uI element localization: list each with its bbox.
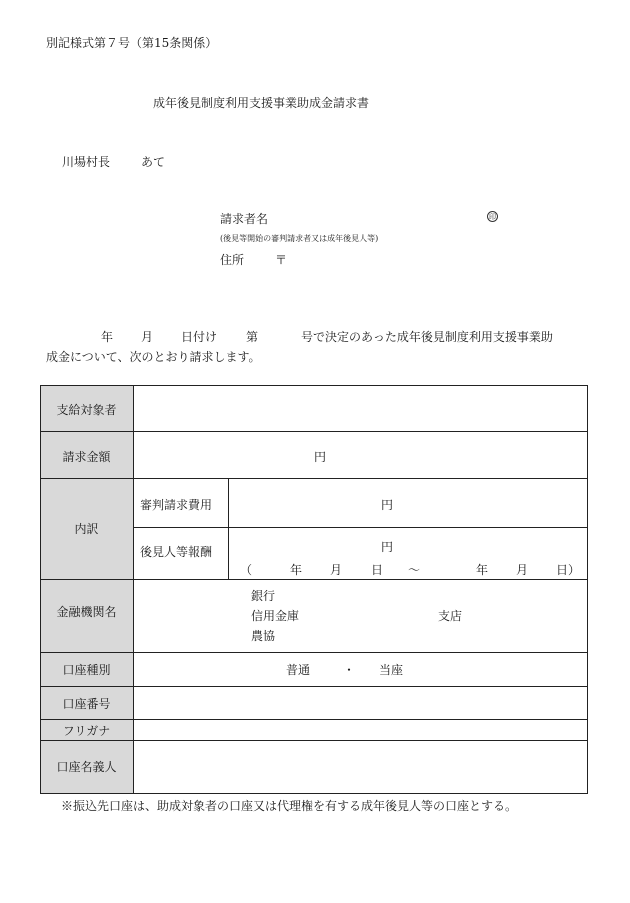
document-title: 成年後見制度利用支援事業助成金請求書 [153,96,370,110]
period-open: （ [240,563,253,577]
breakdown-label: 内訳 [74,522,99,536]
guardian-fee-yen: 円 [381,540,394,554]
account-number-field[interactable] [134,687,587,719]
account-type-current[interactable]: 当座 [379,663,404,677]
account-holder-label: 口座名義人 [56,760,117,774]
period-tilde: ～ [408,563,421,577]
period-start-day: 日 [371,563,384,577]
period-start-month: 月 [330,563,343,577]
petition-fee-yen: 円 [381,498,394,512]
period-end-month: 月 [516,563,529,577]
period-end-year: 年 [476,563,489,577]
period-end-day: 日） [556,563,581,577]
branch-label: 支店 [438,609,463,623]
bank-type-bank: 銀行 [251,589,276,603]
petition-fee-field[interactable] [229,479,587,527]
amount-field[interactable] [134,432,587,478]
claimant-address-label: 住所 [220,253,245,267]
claim-form-table [40,385,588,794]
recipient-label: 支給対象者 [56,403,117,417]
form-number: 別記様式第７号（第15条関係） [46,36,218,50]
amount-label: 請求金額 [62,450,111,464]
account-type-regular[interactable]: 普通 [286,663,311,677]
bank-type-agri-coop: 農協 [251,629,276,643]
guardian-fee-label: 後見人等報酬 [140,545,213,559]
body-line2: 成金について、次のとおり請求します。 [46,350,261,364]
bank-type-credit-union: 信用金庫 [251,609,300,623]
body-line1-rest: 号で決定のあった成年後見制度利用支援事業助 [301,330,553,344]
footnote: ※振込先口座は、助成対象者の口座又は代理権を有する成年後見人等の口座とする。 [61,799,518,813]
bank-field[interactable] [134,580,587,652]
addressee-name: 川場村長 [62,155,111,169]
account-type-dot: ・ [343,663,356,677]
body-year: 年 [101,330,114,344]
body-date: 日付け [181,330,218,344]
postal-mark: 〒 [275,253,288,267]
claimant-name-label: 請求者名 [220,212,269,226]
account-type-field[interactable] [134,653,587,686]
amount-yen: 円 [314,450,327,464]
account-holder-field[interactable] [134,741,587,793]
body-month: 月 [141,330,154,344]
recipient-field[interactable] [134,386,587,431]
claimant-note: (後見等開始の審判請求者又は成年後見人等) [220,234,379,243]
period-start-year: 年 [290,563,303,577]
petition-fee-label: 審判請求費用 [140,498,213,512]
addressee-suffix: あて [141,155,166,169]
seal-mark: 印 [489,213,496,221]
account-number-label: 口座番号 [62,697,111,711]
furigana-label: フリガナ [62,724,111,738]
body-no-prefix: 第 [246,330,259,344]
bank-label: 金融機関名 [56,605,117,619]
furigana-field[interactable] [134,720,587,740]
account-type-label: 口座種別 [62,663,111,677]
